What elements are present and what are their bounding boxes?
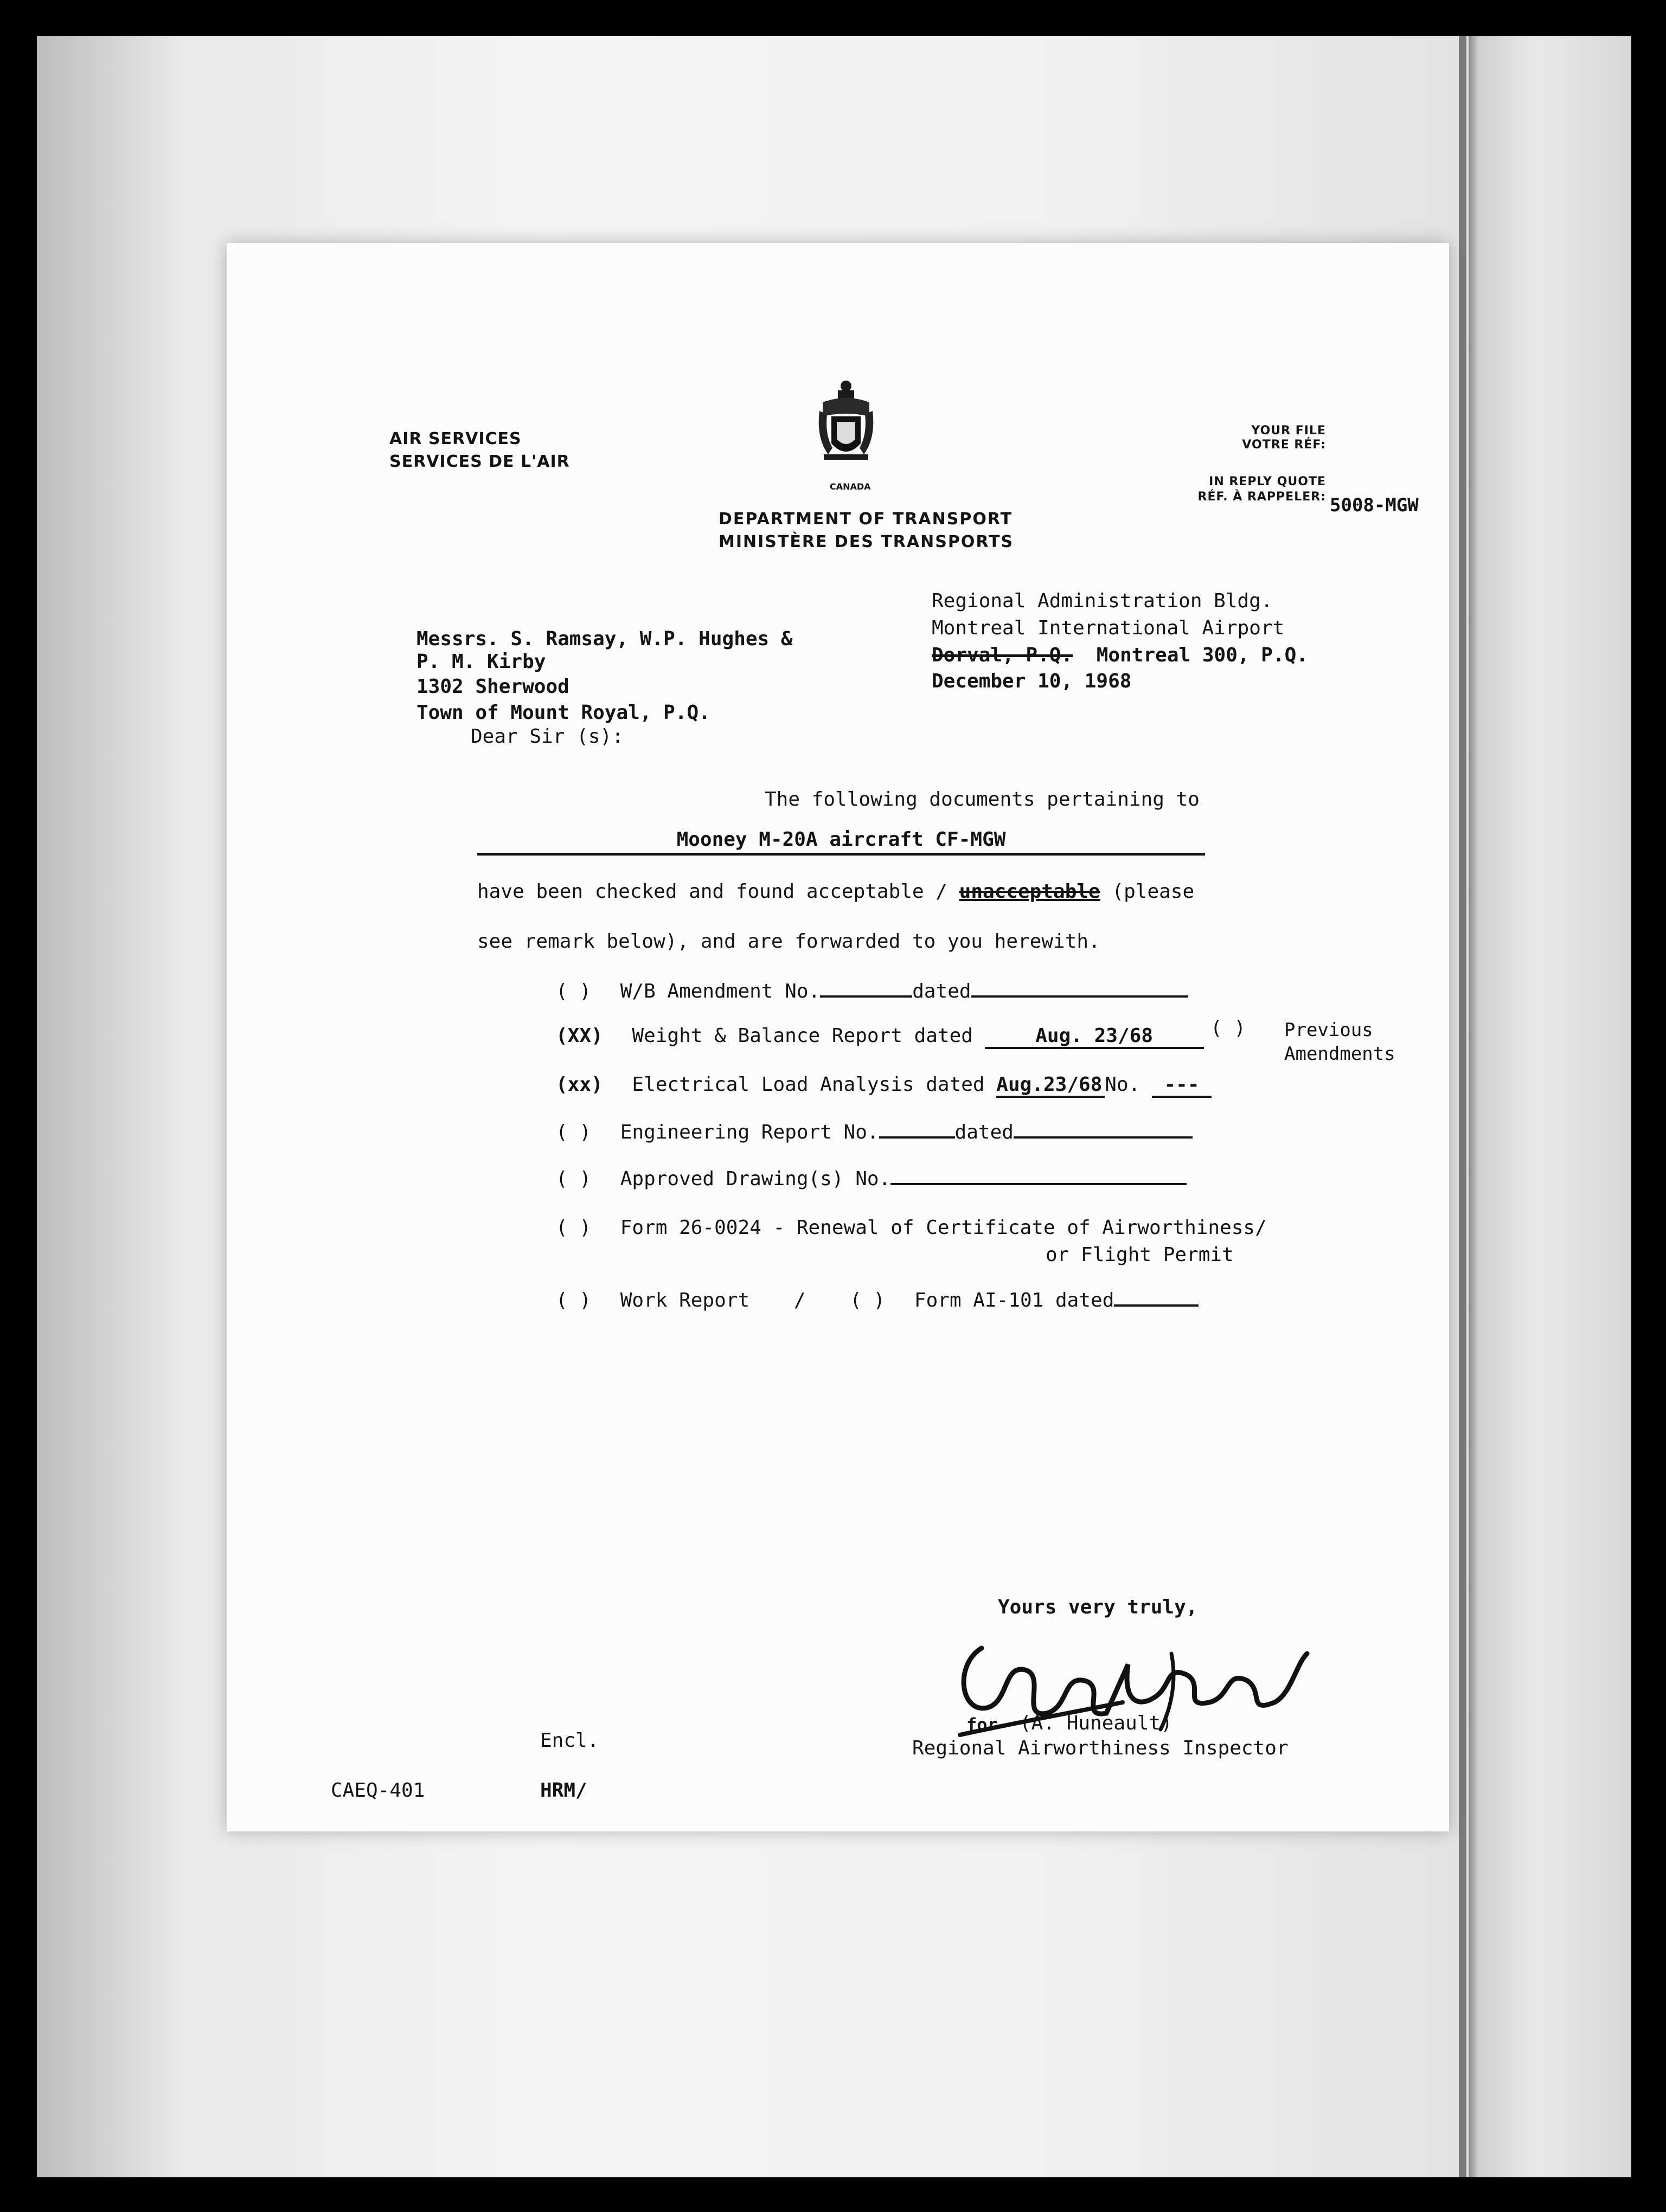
crest-label: CANADA [830,481,871,492]
checklist-item-work-report [556,1289,1199,1311]
body-line3-b: (please [1112,880,1195,903]
checkbox-mark: (xx) [556,1073,603,1096]
aircraft-designation: Mooney M-20A aircraft CF-MGW [477,828,1205,856]
coat-of-arms-icon [816,378,876,481]
checkbox-mark: (XX) [556,1025,603,1047]
checkbox-mark: ( ) [556,1289,592,1311]
checkbox-mark: ( ) [556,1217,592,1239]
checklist-item-form-26-0024 [556,1217,1267,1239]
reference-number: 5008-MGW [1330,494,1419,516]
signatory-name: (A. Huneault) [1020,1712,1172,1734]
backing-sheet-edge [1469,36,1631,2177]
item-suffix: No. [1105,1073,1140,1096]
item-mid-label: dated [954,1121,1014,1143]
checklist-item-electrical-load [556,1073,1212,1098]
item-mid-label: dated [912,980,971,1002]
fold-line [1459,36,1466,2177]
recipient-line4: Town of Mount Royal, P.Q. [416,702,710,724]
sender-line3: Montreal 300, P.Q. [1096,644,1308,666]
service-fr: SERVICES DE L'AIR [389,452,570,471]
item-label: Electrical Load Analysis dated [632,1073,985,1096]
sender-line2: Montreal International Airport [932,617,1285,639]
previous-line1: Previous [1284,1019,1373,1041]
body-line4: see remark below), and are forwarded to you herewith. [477,930,1100,953]
previous-line2: Amendments [1284,1043,1395,1065]
item-label: Form 26-0024 - Renewal of Certificate of Airworthiness/ [620,1217,1267,1239]
enclosure-note: Encl. [540,1729,599,1752]
valediction: Yours very truly, [998,1596,1198,1618]
checkbox-mark: ( ) [556,1121,592,1143]
dept-fr: MINISTÈRE DES TRANSPORTS [719,532,1014,551]
item-suffix-value: --- [1152,1073,1212,1098]
letter-date: December 10, 1968 [932,670,1132,692]
previous-amendments-mark: ( ) [1210,1017,1246,1039]
ref-rappeler-label: RÉF. À RAPPELER: [1197,490,1326,504]
item-label-continued: or Flight Permit [1046,1244,1234,1266]
body-line3-a: have been checked and found acceptable / [477,880,947,903]
recipient-line1: Messrs. S. Ramsay, W.P. Hughes & [416,628,793,650]
checklist-item-engineering-report [556,1121,1193,1143]
item-label: Weight & Balance Report dated [632,1025,973,1047]
your-file-label: YOUR FILE [1251,424,1326,438]
checkbox-mark: ( ) [556,980,592,1002]
votre-ref-label: VOTRE RÉF: [1242,438,1326,452]
sender-line1: Regional Administration Bldg. [932,590,1273,612]
recipient-line2: P. M. Kirby [416,651,546,673]
recipient-line3: 1302 Sherwood [416,676,569,698]
body-intro: The following documents pertaining to [765,788,1200,811]
item-label: W/B Amendment No. [620,980,821,1002]
checklist-item-wb-amendment [556,980,1188,1002]
item-label: Approved Drawing(s) No. [620,1168,891,1190]
checkbox-mark: ( ) [556,1168,592,1190]
item-value: Aug.23/68 [996,1073,1105,1098]
sender-struck-line: Dorval, P.Q. [932,644,1073,666]
struck-unacceptable: unacceptable [959,880,1100,903]
reply-quote-label: IN REPLY QUOTE [1209,475,1326,488]
item-value: Aug. 23/68 [985,1025,1204,1049]
signatory-title: Regional Airworthiness Inspector [912,1737,1289,1759]
item-separator: / [793,1289,806,1311]
form-code: CAEQ-401 [331,1779,425,1802]
typist-initials: HRM/ [540,1779,587,1802]
checkbox-mark-2: ( ) [850,1289,886,1311]
checklist-item-approved-drawings [556,1168,1187,1190]
salutation: Dear Sir (s): [471,725,624,748]
service-en: AIR SERVICES [389,429,522,448]
signature-for: for [966,1714,998,1735]
item-label-2: Form AI-101 dated [914,1289,1114,1311]
item-label: Engineering Report No. [620,1121,879,1143]
checklist-item-weight-balance [556,1025,1204,1049]
dept-en: DEPARTMENT OF TRANSPORT [719,510,1013,529]
item-label: Work Report [620,1289,750,1311]
